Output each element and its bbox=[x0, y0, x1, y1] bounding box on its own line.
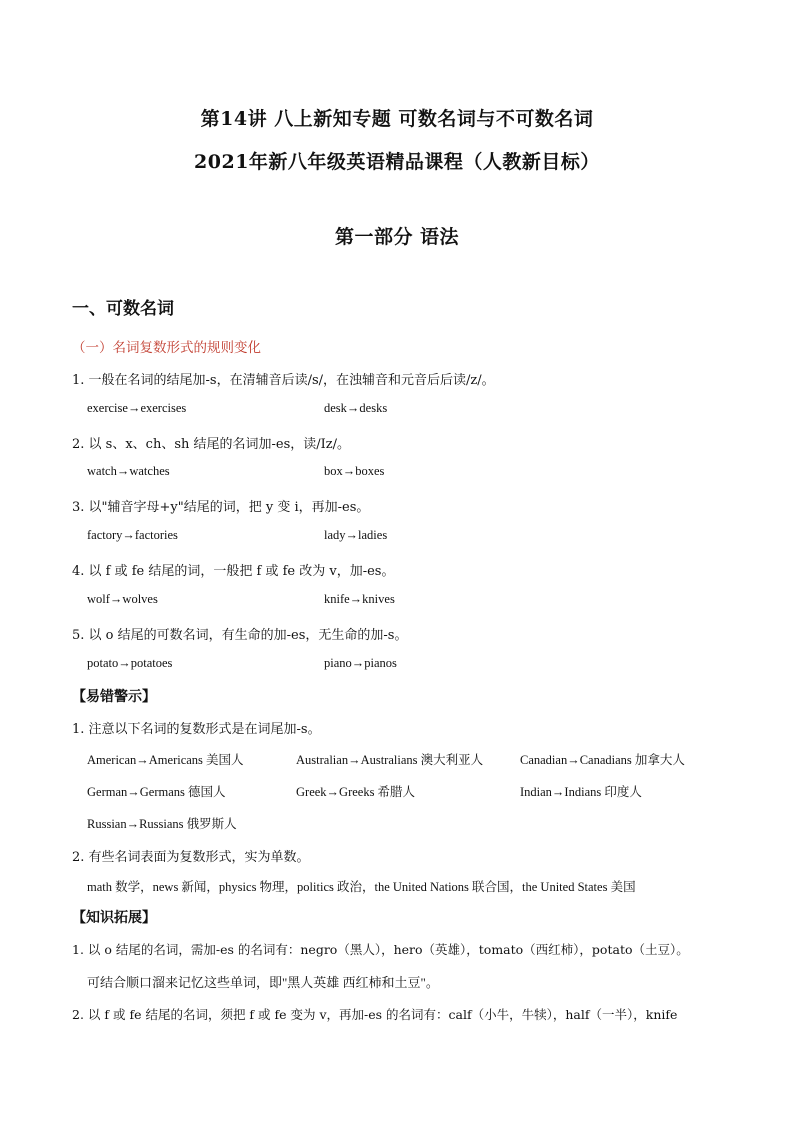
rule-4-example-2: knife→knives bbox=[324, 592, 395, 606]
warning-label: 【易错警示】 bbox=[72, 689, 156, 705]
rule-2-example-1: watch→watches bbox=[87, 464, 170, 478]
nationality-example: Indian→Indians 印度人 bbox=[520, 785, 642, 799]
rule-1-example-2: desk→desks bbox=[324, 401, 388, 415]
rule-3-example-1: factory→factories bbox=[87, 528, 178, 542]
nationality-example: Russian→Russians 俄罗斯人 bbox=[87, 817, 237, 831]
rule-5-text: 5. 以 o 结尾的可数名词，有生命的加-es，无生命的加-s。 bbox=[72, 628, 408, 643]
expand-item-1: 1. 以 o 结尾的名词，需加-es 的名词有：negro（黑人），hero（英雄），tomato（西红柿），potato（土豆）。 bbox=[72, 942, 689, 957]
nationality-example: Australian→Australians 澳大利亚人 bbox=[296, 753, 484, 767]
expand-item-1-cont: 可结合顺口溜来记忆这些单词，即"黑人英雄 西红柿和土豆"。 bbox=[87, 975, 439, 990]
rule-5-example-2: piano→pianos bbox=[324, 656, 397, 670]
nationality-example: Greek→Greeks 希腊人 bbox=[296, 785, 416, 799]
warning-item-2: 2. 有些名词表面为复数形式，实为单数。 bbox=[72, 850, 310, 865]
nationality-example: American→Americans 美国人 bbox=[87, 753, 244, 767]
rule-1-example-1: exercise→exercises bbox=[87, 401, 187, 415]
rule-2-example-2: box→boxes bbox=[324, 464, 385, 478]
rule-4-text: 4. 以 f 或 fe 结尾的词，一般把 f 或 fe 改为 v，加-es。 bbox=[72, 564, 395, 579]
nationality-example: German→Germans 德国人 bbox=[87, 785, 226, 799]
part-title: 第一部分 语法 bbox=[334, 226, 460, 248]
rule-5-example-1: potato→potatoes bbox=[87, 656, 173, 670]
rule-3-text: 3. 以"辅音字母+y"结尾的词，把 y 变 i，再加-es。 bbox=[72, 500, 370, 515]
course-title: 2021年新八年级英语精品课程（人教新目标） bbox=[194, 151, 600, 173]
rule-4-example-1: wolf→wolves bbox=[87, 592, 158, 606]
rule-3-example-2: lady→ladies bbox=[324, 528, 388, 542]
singular-examples: math 数学，news 新闻，physics 物理，politics 政治，the United Nations 联合国，the United States 美国 bbox=[87, 880, 636, 894]
rule-1-text: 1. 一般在名词的结尾加-s，在清辅音后读/s/，在浊辅音和元音后后读/z/。 bbox=[72, 373, 495, 388]
nationality-example: Canadian→Canadians 加拿大人 bbox=[520, 753, 685, 767]
subsection-heading: （一）名词复数形式的规则变化 bbox=[72, 340, 261, 356]
lesson-title: 第14讲 八上新知专题 可数名词与不可数名词 bbox=[200, 108, 594, 130]
expand-item-2: 2. 以 f 或 fe 结尾的名词，须把 f 或 fe 变为 v，再加-es 的名词有：calf（小牛，牛犊），half（一半），knife bbox=[72, 1007, 678, 1022]
warning-item-1: 1. 注意以下名词的复数形式是在词尾加-s。 bbox=[72, 722, 321, 737]
expand-label: 【知识拓展】 bbox=[72, 910, 156, 926]
section-heading: 一、可数名词 bbox=[72, 299, 174, 319]
rule-2-text: 2. 以 s、x、ch、sh 结尾的名词加-es，读/Iz/。 bbox=[72, 437, 351, 452]
